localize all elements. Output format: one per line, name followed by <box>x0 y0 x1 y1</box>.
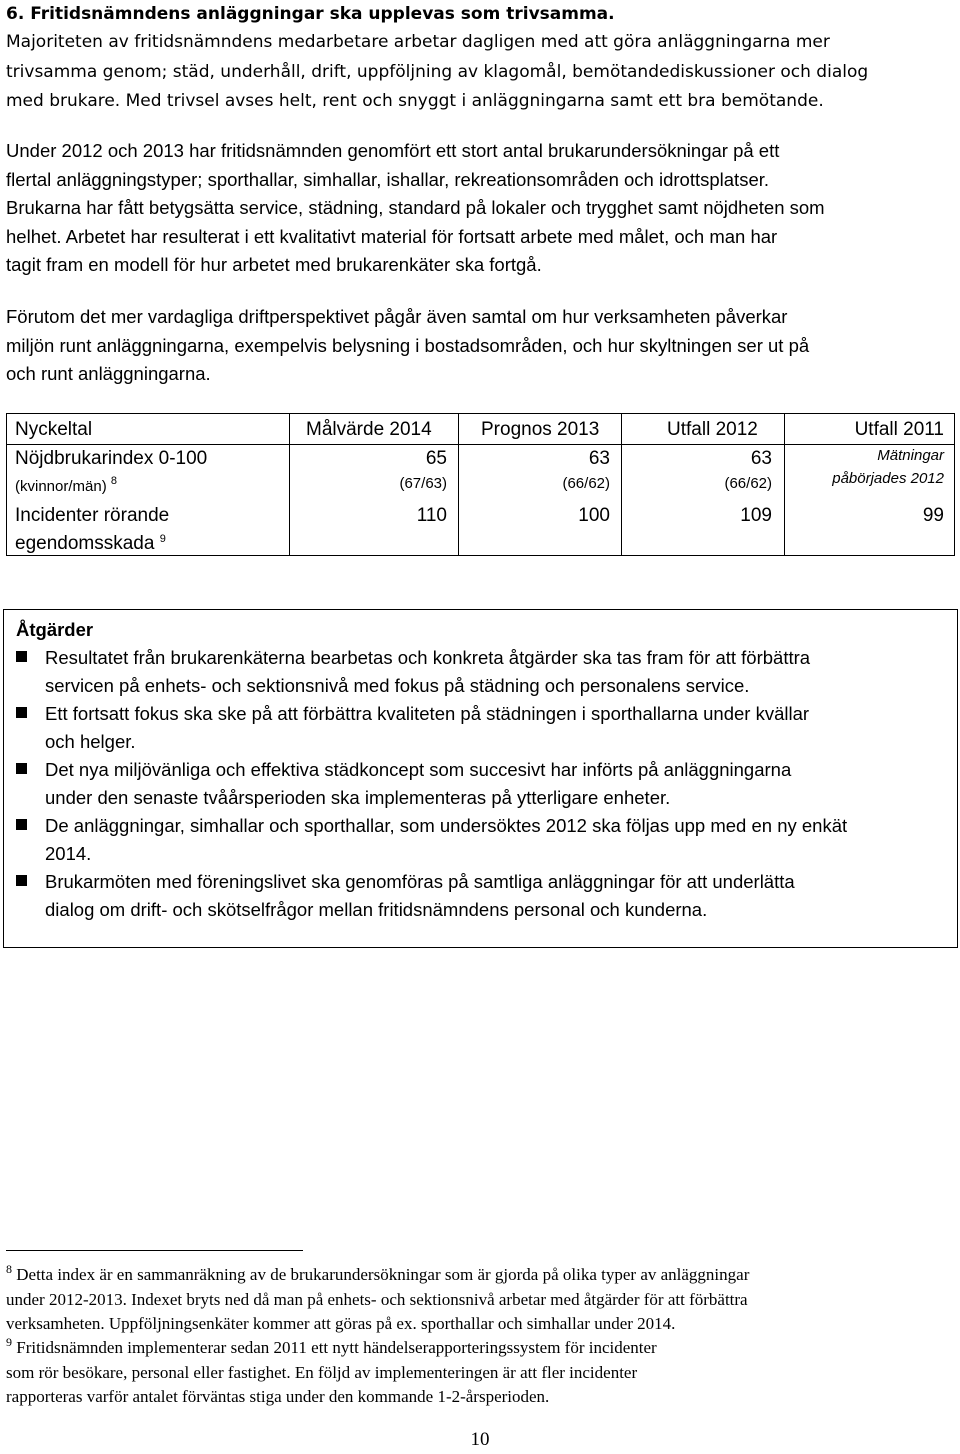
outcome-2011-note: Mätningar <box>877 447 944 464</box>
footnote-separator <box>6 1250 303 1251</box>
text-line: verksamheten. Uppföljningsenkäter kommer att göras på ex. sporthallar och simhallar under 2014. <box>6 1314 676 1333</box>
key-figures-table <box>6 413 955 556</box>
text-line: Ett fortsatt fokus ska ske på att förbättra kvaliteten på städningen i sporthallarna under kvällar <box>45 703 810 724</box>
text-line: och runt anläggningarna. <box>6 363 211 385</box>
footnote-8 <box>6 1263 952 1337</box>
target-value-sub: (67/63) <box>399 475 447 492</box>
square-bullet-icon <box>16 875 27 886</box>
row-label-text: egendomsskada <box>15 533 155 554</box>
row-label: Nöjdbrukarindex 0-100 <box>15 448 208 469</box>
column-divider <box>458 414 459 555</box>
text-line: dialog om drift- och skötselfrågor mellan fritidsnämndens personal och kunderna. <box>45 899 708 920</box>
square-bullet-icon <box>16 707 27 718</box>
forecast-value-sub: (66/62) <box>562 475 610 492</box>
square-bullet-icon <box>16 763 27 774</box>
text-line: Det nya miljövänliga och effektiva städkoncept som succesivt har införts på anläggningarna <box>45 759 792 780</box>
outcome-2011-note: påbörjades 2012 <box>832 470 944 487</box>
text-line: under 2012-2013. Indexet bryts ned då man på enhets- och sektionsnivå arbetar med åtgärder för att förbättra <box>6 1289 748 1309</box>
action-item <box>45 644 957 700</box>
text-line: Brukarna har fått betygsätta service, städning, standard på lokaler och trygghet samt nöjdheten som <box>6 197 825 219</box>
text-line: tagit fram en modell för hur arbetet med brukarenkäter ska fortgå. <box>6 254 542 276</box>
footnote-number: 8 <box>6 1262 12 1276</box>
action-item <box>45 868 957 924</box>
action-item <box>45 812 957 868</box>
text-line: med brukare. Med trivsel avses helt, rent och snyggt i anläggningarna samt ett bra bemötande. <box>6 91 824 111</box>
outcome-2011-value: 99 <box>922 505 944 526</box>
text-line: flertal anläggningstyper; sporthallar, simhallar, ishallar, rekreationsområden och idrottsplatser. <box>6 168 770 190</box>
target-value: 110 <box>416 505 447 526</box>
text-line: 2014. <box>45 843 92 864</box>
text-line: och helger. <box>45 731 136 752</box>
text-line: De anläggningar, simhallar och sporthallar, som undersöktes 2012 ska följas upp med en ny enkät <box>45 815 848 836</box>
outcome-2012-value-sub: (66/62) <box>724 475 772 492</box>
intro-paragraph <box>6 28 952 117</box>
footnote-number: 9 <box>6 1335 12 1349</box>
text-line: Under 2012 och 2013 har fritidsnämnden genomfört ett stort antal brukarundersökningar på ett <box>6 140 780 161</box>
action-item <box>45 700 957 756</box>
text-line: trivsamma genom; städ, underhåll, drift, uppföljning av klagomål, bemötandediskussioner och dialog <box>6 61 869 82</box>
header-nyckeltal: Nyckeltal <box>15 419 93 440</box>
text-line <box>6 1336 952 1361</box>
header-target-2014: Målvärde 2014 <box>306 419 432 440</box>
actions-title: Åtgärder <box>16 619 94 640</box>
text-line: Majoriteten av fritidsnämndens medarbetare arbetar dagligen med att göra anläggningarna mer <box>6 32 830 52</box>
outcome-2012-value: 109 <box>740 505 772 526</box>
footnote-text: Fritidsnämnden implementerar sedan 2011 ett nytt händelserapporteringssystem för incidenter <box>16 1338 657 1357</box>
action-item <box>45 756 957 812</box>
header-outcome-2011: Utfall 2011 <box>854 419 944 440</box>
outcome-2012-value: 63 <box>750 448 772 469</box>
text-line: Resultatet från brukarenkäterna bearbetas och konkreta åtgärder ska tas fram för att förbättra <box>45 647 811 668</box>
row-label-line2 <box>15 532 166 556</box>
row-label-sub <box>15 475 117 496</box>
text-line: under den senaste tvåårsperioden ska implementeras på ytterligare enheter. <box>45 787 671 808</box>
column-divider <box>784 414 785 555</box>
survey-paragraph <box>6 137 952 280</box>
row-label: Incidenter rörande <box>15 505 170 526</box>
environment-paragraph <box>6 303 952 389</box>
forecast-value: 63 <box>588 448 610 469</box>
column-divider <box>289 414 290 555</box>
column-divider <box>621 414 622 555</box>
target-value: 65 <box>425 448 447 469</box>
header-forecast-2013: Prognos 2013 <box>481 419 600 440</box>
text-line: som rör besökare, personal eller fastighet. En följd av implementeringen är att fler incidenter <box>6 1362 638 1382</box>
square-bullet-icon <box>16 651 27 662</box>
text-line: Brukarmöten med föreningslivet ska genomföras på samtliga anläggningar för att underlätta <box>45 871 795 892</box>
page-number: 10 <box>470 1429 490 1450</box>
header-outcome-2012: Utfall 2012 <box>667 419 758 440</box>
text-line: Förutom det mer vardagliga driftperspektivet pågår även samtal om hur verksamheten påverkar <box>6 306 788 327</box>
footnote-9 <box>6 1336 952 1410</box>
footnote-ref: 9 <box>159 533 166 545</box>
forecast-value: 100 <box>578 505 610 526</box>
footnote-text: Detta index är en sammanräkning av de brukarundersökningar som är gjorda på olika typer av anläggningar <box>16 1265 750 1284</box>
text-line <box>6 1263 952 1288</box>
text-line: rapporteras varför antalet förväntas stiga under den kommande 1-2-årsperioden. <box>6 1387 550 1406</box>
actions-box <box>3 609 958 948</box>
row-label-sub-text: (kvinnor/män) <box>15 478 107 495</box>
text-line: servicen på enhets- och sektionsnivå med fokus på städning och personalens service. <box>45 675 750 696</box>
text-line: miljön runt anläggningarna, exempelvis belysning i bostadsområden, och hur skyltningen ser ut på <box>6 334 810 356</box>
footnote-ref: 8 <box>110 475 117 487</box>
square-bullet-icon <box>16 819 27 830</box>
section-heading: 6. Fritidsnämndens anläggningar ska upplevas som trivsamma. <box>6 4 615 24</box>
text-line: helhet. Arbetet har resulterat i ett kvalitativt material för fortsatt arbete med målet, och man har <box>6 225 778 247</box>
